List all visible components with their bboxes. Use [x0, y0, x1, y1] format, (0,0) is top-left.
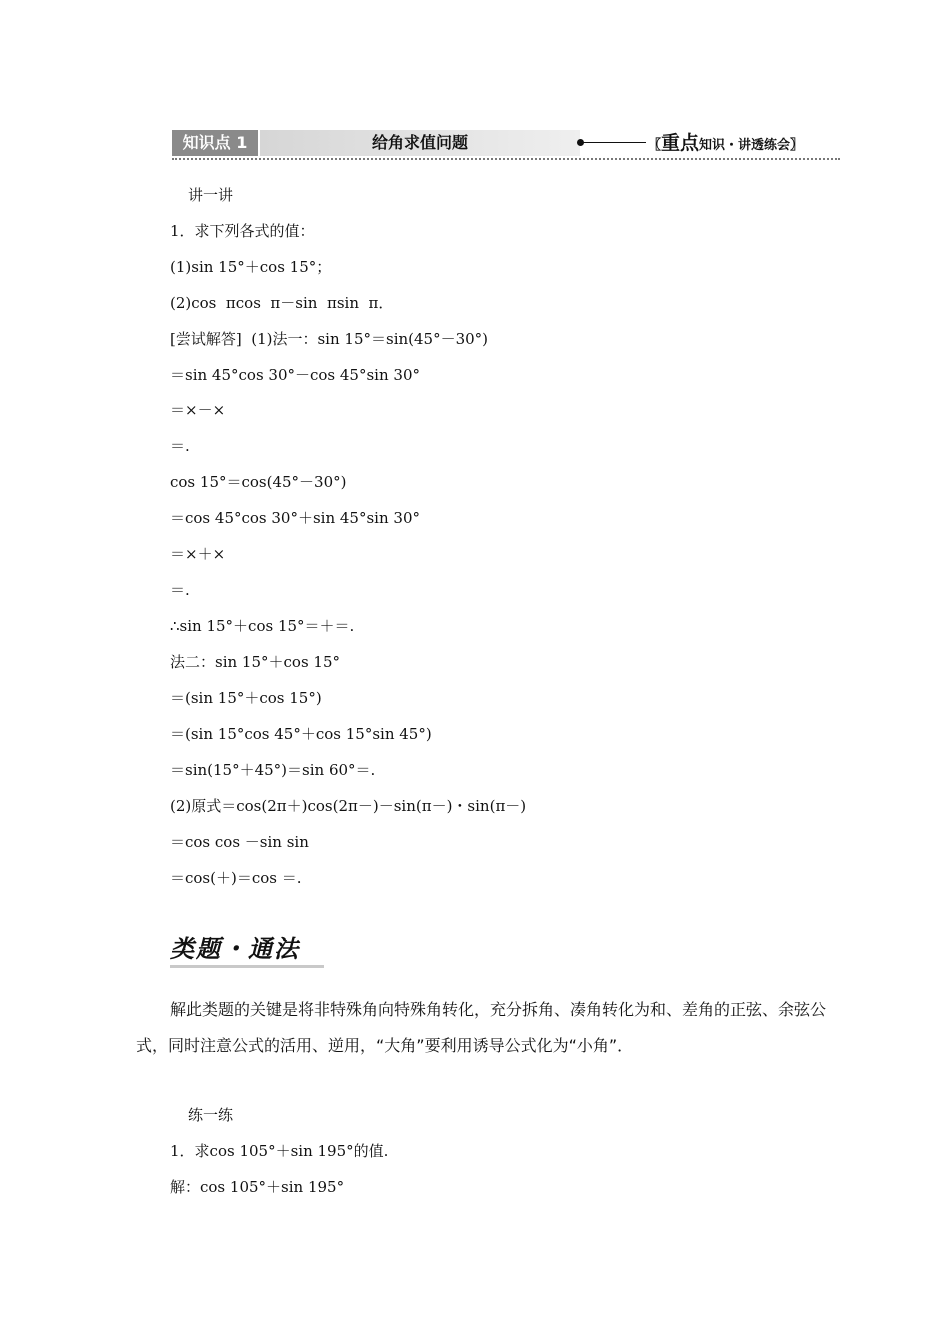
- knowledge-point-header: [172, 128, 840, 160]
- solution-line: [尝试解答] (1)法一：sin 15°＝sin(45°－30°): [170, 330, 489, 348]
- header-underline: [172, 158, 840, 160]
- section-title: 类题・通法: [170, 934, 300, 963]
- problem-1-part-1: (1)sin 15°＋cos 15°；: [170, 258, 332, 276]
- section-underline: [170, 965, 324, 968]
- header-title: 给角求值问题: [371, 133, 468, 152]
- solution-line: ＝sin 45°cos 30°－cos 45°sin 30°: [170, 366, 420, 384]
- method-paragraph: 解此类题的关键是将非特殊角向特殊角转化，充分拆角、凑角转化为和、差角的正弦、余弦公式，同时注意公式的活用、逆用，“大角”要利用诱导公式化为“小角”．: [136, 1000, 827, 1055]
- solution-line: ＝×－×: [170, 401, 226, 419]
- solution-line: ＝cos(＋)＝cos ＝.: [170, 869, 302, 887]
- solution-line: cos 15°＝cos(45°－30°): [170, 473, 347, 491]
- solution-line: ＝.: [170, 437, 190, 455]
- header-right-big: 重点: [661, 132, 700, 154]
- practice-problem-1: 1．求cos 105°＋sin 195°的值.: [170, 1142, 389, 1160]
- problem-1: 1．求下列各式的值：: [170, 222, 315, 240]
- solution-line: ＝×＋×: [170, 545, 226, 563]
- solution-line: 法二：sin 15°＋cos 15°: [170, 653, 340, 671]
- solution-line: (2)原式＝cos(2π＋)cos(2π－)－sin(π－)・sin(π－): [170, 797, 527, 815]
- solution-line: ＝(sin 15°cos 45°＋cos 15°sin 45°): [170, 725, 432, 743]
- solution-line: ∴sin 15°＋cos 15°＝＋＝.: [170, 617, 355, 635]
- knowledge-point-tag: 知识点 1: [172, 130, 258, 156]
- solution-line: ＝cos cos －sin sin: [170, 833, 309, 851]
- subheading-lian: 练一练: [188, 1106, 234, 1124]
- header-rule: [582, 142, 646, 143]
- header-right-label: 〖重点知识・讲透练会〗: [648, 132, 804, 154]
- solution-line: ＝.: [170, 581, 190, 599]
- solution-line: ＝sin(15°＋45°)＝sin 60°＝.: [170, 761, 376, 779]
- solution-line: ＝cos 45°cos 30°＋sin 45°sin 30°: [170, 509, 420, 527]
- solution-line: ＝(sin 15°＋cos 15°): [170, 689, 322, 707]
- subheading-jiang: 讲一讲: [188, 186, 234, 204]
- practice-solution-line: 解：cos 105°＋sin 195°: [170, 1178, 345, 1196]
- problem-1-part-2: (2)cos πcos π－sin πsin π．: [170, 294, 394, 312]
